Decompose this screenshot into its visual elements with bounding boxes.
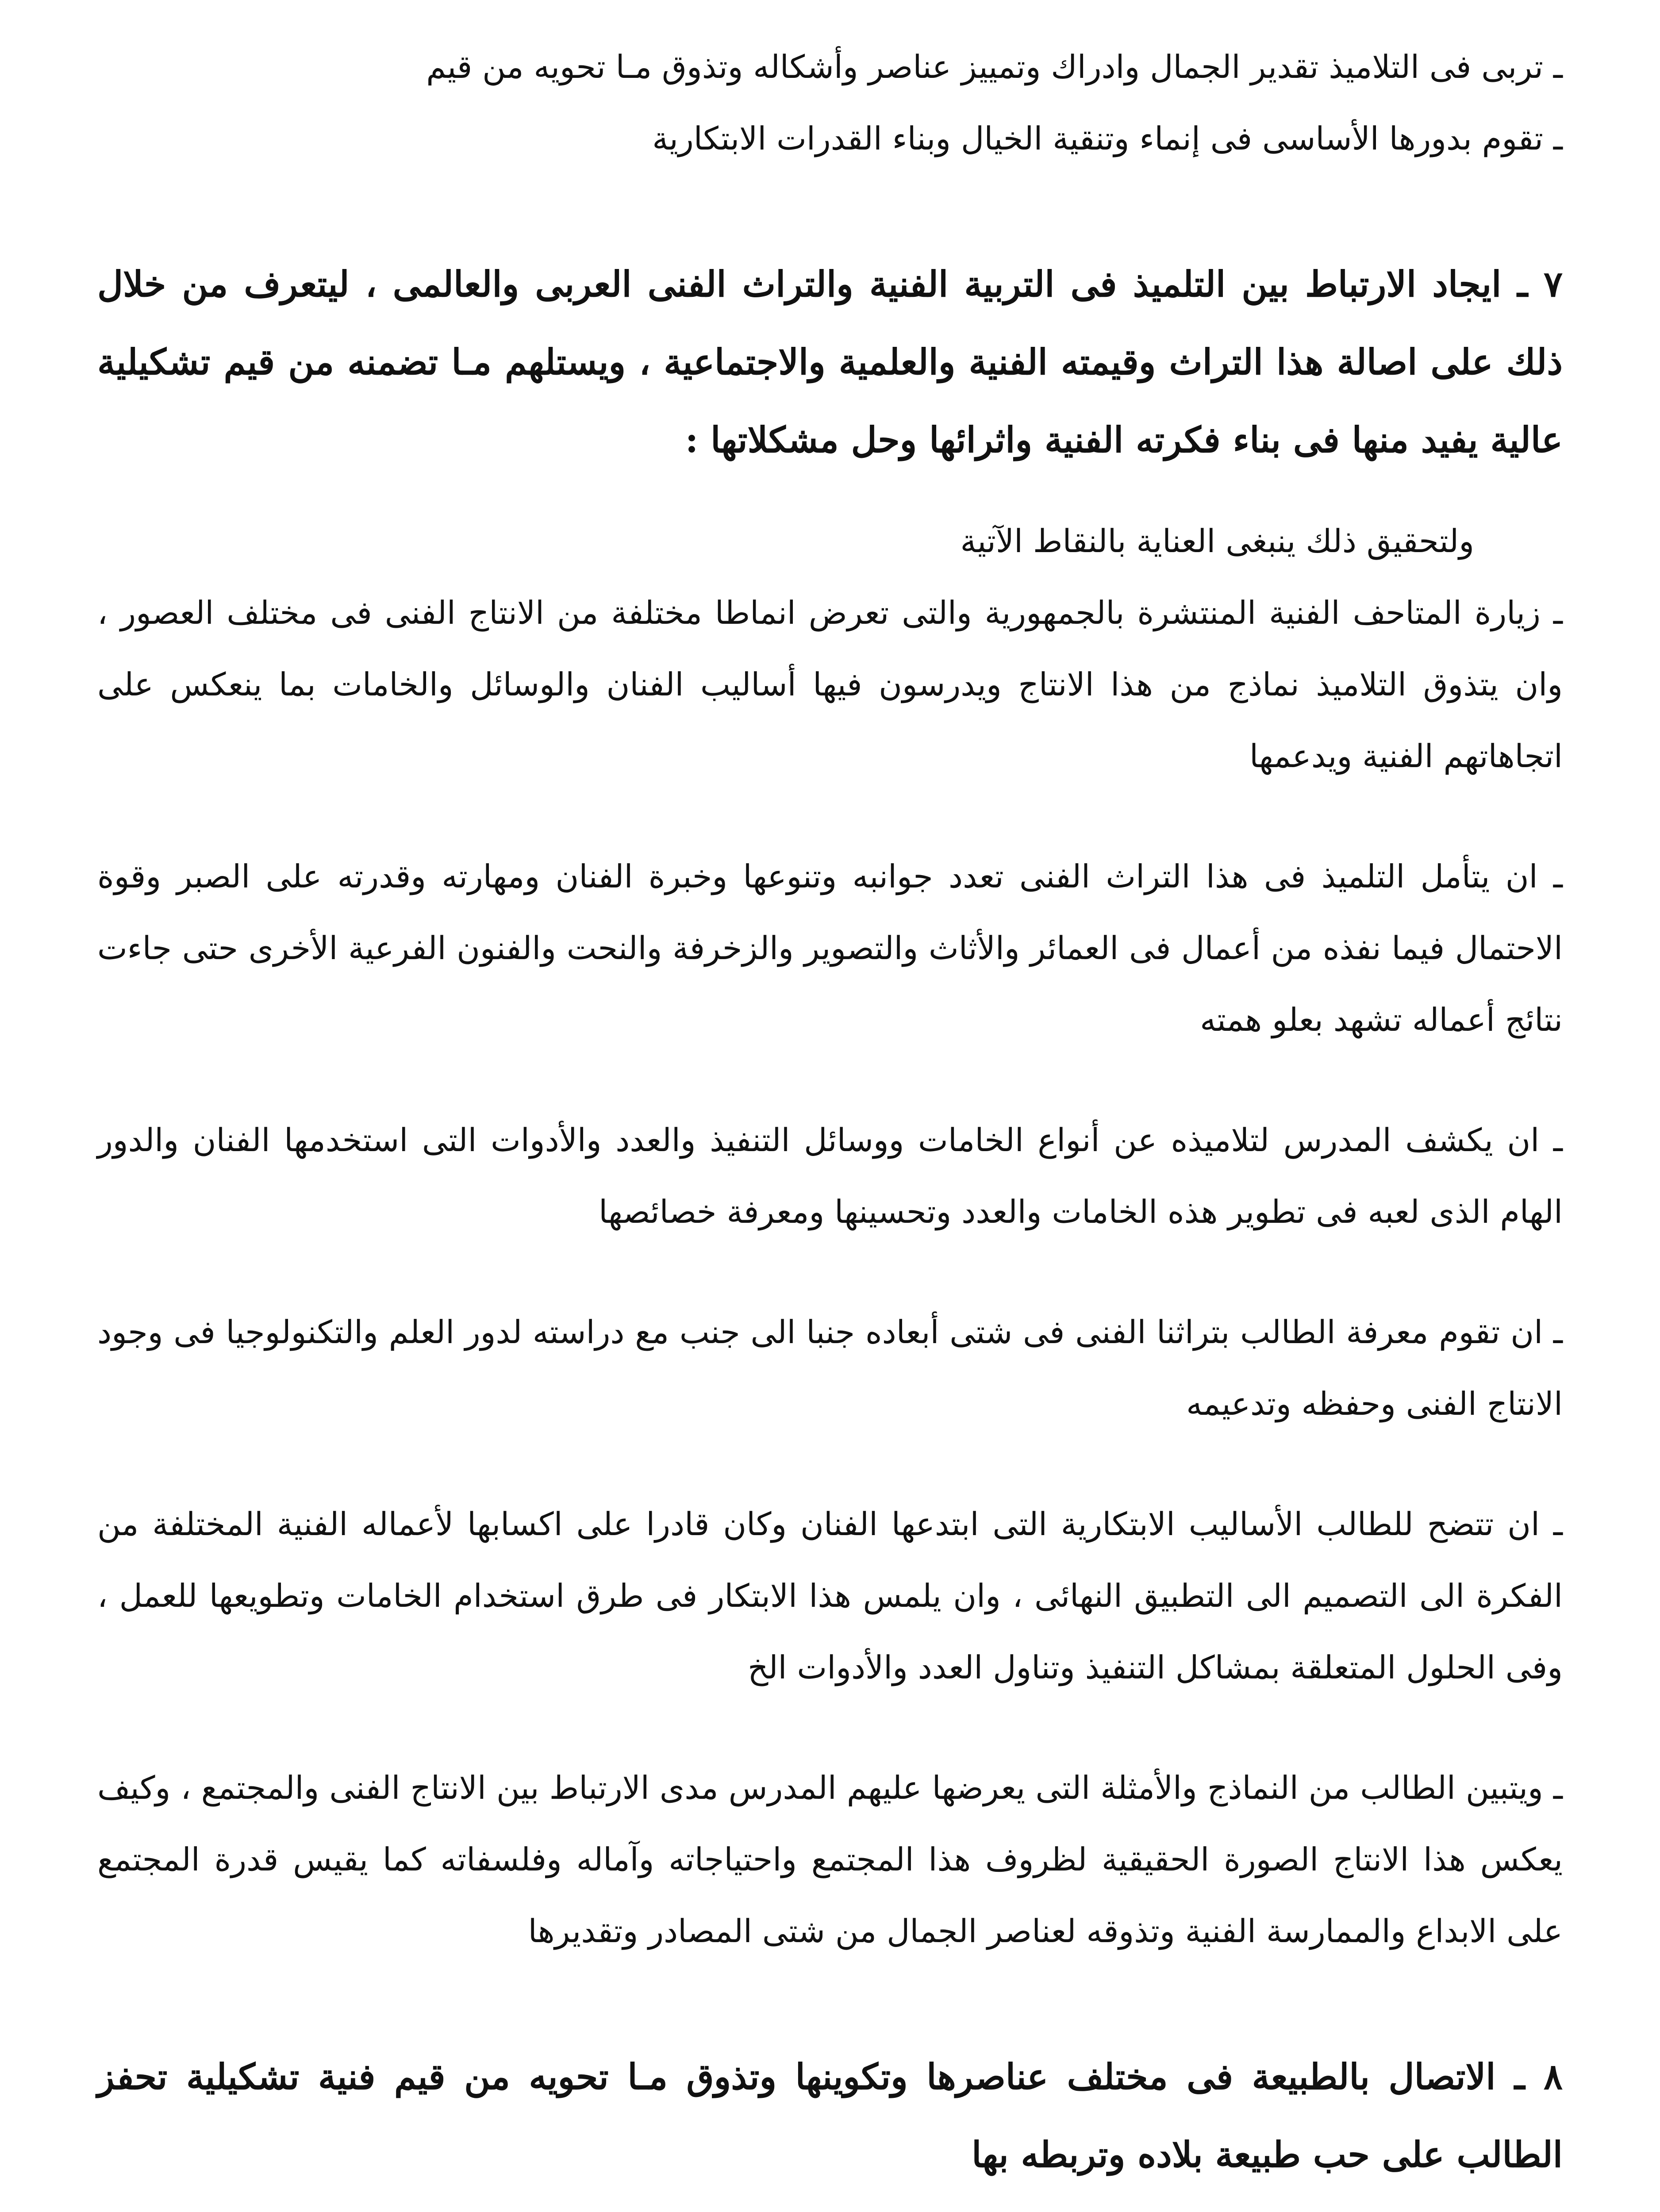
- section-8-heading: ٨ ـ الاتصال بالطبيعة فى مختلف عناصرها وتكوينها وتذوق مـا تحويه من قيم فنية تشكيلية تحفز الطالب على حب طبيعة بلاده وتربطه بها: [97, 2056, 1563, 2175]
- spacer: [97, 174, 1563, 245]
- bullet-paragraph-museums: ـ زيارة المتاحف الفنية المنتشرة بالجمهورية والتى تعرض انماطا مختلفة من الانتاج الفنى فى مختلف العصور ، وان يتذوق التلاميذ نماذج من هذا الانتاج ويدرسون فيها أساليب الفنان والوسائل والخامات بما ينعكس على اتجاهاتهم الفنية ويدعمها: [97, 594, 1563, 775]
- bullet-paragraph-society: ـ ويتبين الطالب من النماذج والأمثلة التى يعرضها عليهم المدرس مدى الارتباط بين الانتاج الفنى والمجتمع ، وكيف يعكس هذا الانتاج الصورة الحقيقية لظروف هذا المجتمع واحتياجاته وآماله وفلسفاته كما يقيس قدرة المجتمع على الابداع والممارسة الفنية وتذوقه لعناصر الجمال من شتى المصادر وتقديرها: [97, 1769, 1563, 1950]
- spacer: [97, 1967, 1563, 2038]
- spacer: [97, 1056, 1563, 1104]
- section-7-heading: ٧ ـ ايجاد الارتباط بين التلميذ فى التربية الفنية والتراث الفنى العربى والعالمى ، ليتعرف من خلال ذلك على اصالة هذا التراث وقيمته الفنية والعلمية والاجتماعية ، ويستلهم مـا تضمنه من قيم تشكيلية عالية يفيد منها فى بناء فكرته الفنية واثرائها وحل مشكلاتها :: [97, 263, 1563, 461]
- spacer: [97, 1440, 1563, 1488]
- bullet-paragraph-heritage: ـ ان يتأمل التلميذ فى هذا التراث الفنى تعدد جوانبه وتنوعها وخبرة الفنان ومهارته وقدرته على الصبر وقوة الاحتمال فيما نفذه من أعمال فى العمائر والأثاث والتصوير والزخرفة والنحت والفنون الفرعية الأخرى حتى جاءت نتائج أعماله تشهد بعلو همته: [97, 858, 1563, 1038]
- bullet-paragraph-appreciation: ـ تربى فى التلاميذ تقدير الجمال وادراك وتمييز عناصر وأشكاله وتذوق مـا تحويه من قيم: [426, 48, 1563, 85]
- spacer: [97, 1248, 1563, 1296]
- document-page: [97, 31, 1563, 2212]
- spacer: [97, 479, 1563, 505]
- intro-paragraph: ولتحقيق ذلك ينبغى العناية بالنقاط الآتية: [960, 522, 1474, 560]
- bullet-paragraph-materials: ـ ان يكشف المدرس لتلاميذه عن أنواع الخامات ووسائل التنفيذ والعدد والأدوات التى استخدمها الفنان والدور الهام الذى لعبه فى تطوير هذه الخامات والعدد وتحسينها ومعرفة خصائصها: [97, 1121, 1563, 1230]
- spacer: [97, 792, 1563, 841]
- spacer: [97, 1703, 1563, 1752]
- bullet-paragraph-technology: ـ ان تقوم معرفة الطالب بتراثنا الفنى فى شتى أبعاده جنبا الى جنب مع دراسته لدور العلم والتكنولوجيا فى وجود الانتاج الفنى وحفظه وتدعيمه: [97, 1313, 1563, 1422]
- bullet-paragraph-imagination: ـ تقوم بدورها الأساسى فى إنماء وتنقية الخيال وبناء القدرات الابتكارية: [652, 120, 1563, 157]
- bullet-paragraph-innovation: ـ ان تتضح للطالب الأساليب الابتكارية التى ابتدعها الفنان وكان قادرا على اكسابها لأعماله الفنية المختلفة من الفكرة الى التصميم الى التطبيق النهائى ، وان يلمس هذا الابتكار فى طرق استخدام الخامات وتطويعها للعمل ، وفى الحلول المتعلقة بمشاكل التنفيذ وتناول العدد والأدوات الخ: [97, 1505, 1563, 1686]
